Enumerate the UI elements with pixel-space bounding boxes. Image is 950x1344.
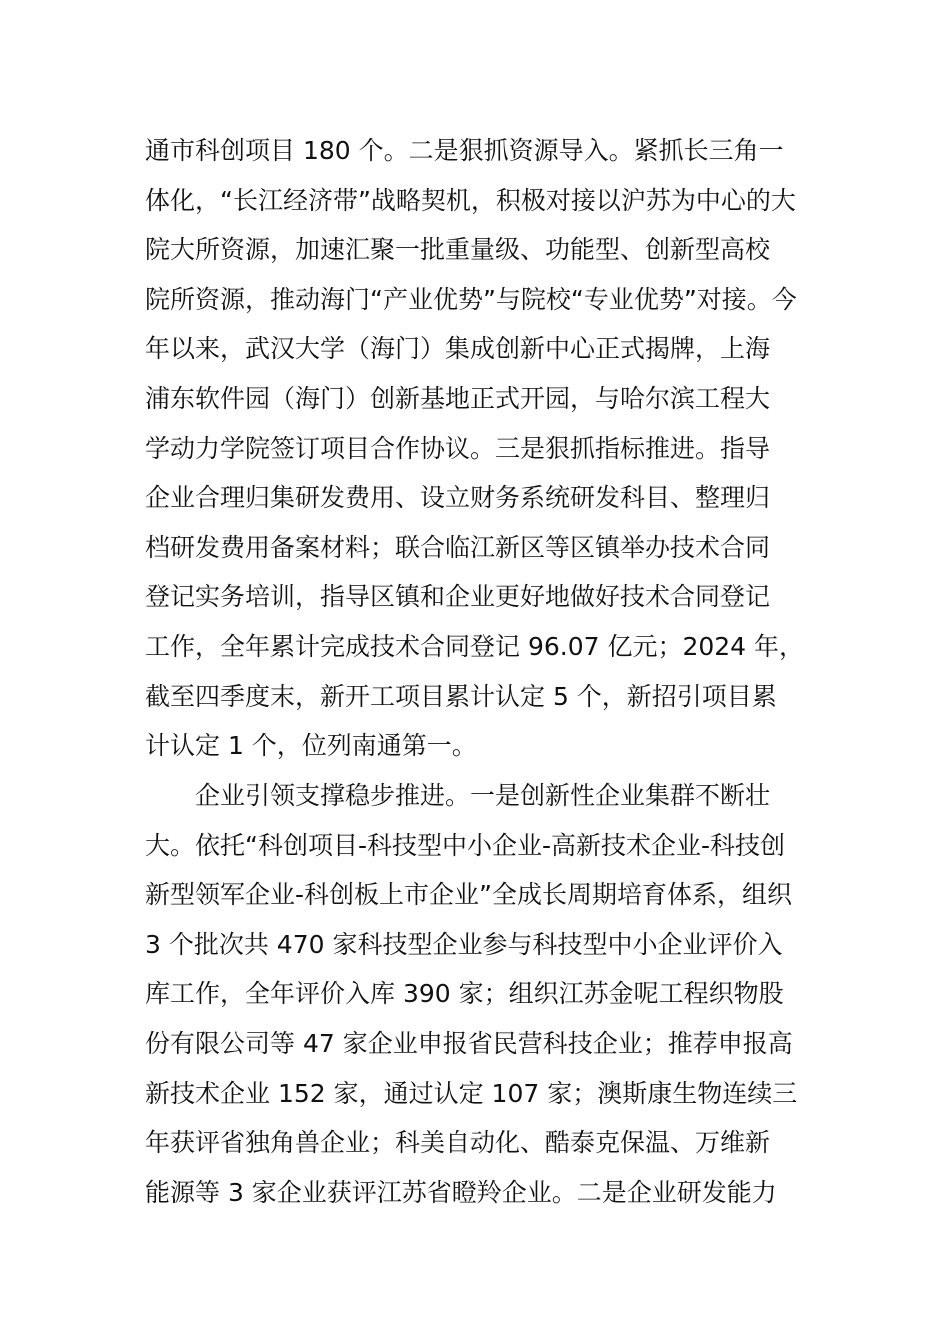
text-line: 年以来，武汉大学（海门）集成创新中心正式揭牌，上海	[145, 334, 771, 364]
text-line: 大。依托“科创项目-科技型中小企业-高新技术企业-科技创	[145, 830, 786, 860]
text-line: 工作，全年累计完成技术合同登记 96.07 亿元；2024 年，	[145, 631, 805, 661]
text-line: 浦东软件园（海门）创新基地正式开园，与哈尔滨工程大	[145, 383, 771, 413]
text-line: 计认定 1 个，位列南通第一。	[145, 731, 477, 761]
paragraph-1	[145, 126, 825, 771]
text-line: 院所资源，推动海门“产业优势”与院校“专业优势”对接。今	[145, 284, 797, 314]
text-line: 体化，“长江经济带”战略契机，积极对接以沪苏为中心的大	[145, 185, 796, 215]
text-line-first-indented: 企业引领支撑稳步推进。一是创新性企业集群不断壮	[195, 781, 771, 810]
text-line: 登记实务培训，指导区镇和企业更好地做好技术合同登记	[145, 582, 771, 612]
text-line: 库工作，全年评价入库 390 家；组织江苏金呢工程织物股	[145, 979, 784, 1009]
text-line: 新型领军企业-科创板上市企业”全成长周期培育体系，组织	[145, 880, 792, 910]
text-line: 年获评省独角兽企业；科美自动化、酷泰克保温、万维新	[145, 1128, 771, 1158]
paragraph-2	[145, 771, 825, 1217]
text-line: 院大所资源，加速汇聚一批重量级、功能型、创新型高校	[145, 235, 771, 265]
text-line: 通市科创项目 180 个。二是狠抓资源导入。紧抓长三角一	[145, 136, 784, 165]
text-line: 截至四季度末，新开工项目累计认定 5 个，新招引项目累	[145, 681, 777, 711]
text-line: 企业合理归集研发费用、设立财务系统研发科目、整理归	[145, 483, 771, 513]
text-line: 档研发费用备案材料；联合临江新区等区镇举办技术合同	[145, 532, 771, 562]
text-line: 新技术企业 152 家，通过认定 107 家；澳斯康生物连续三	[145, 1078, 798, 1108]
text-line: 学动力学院签订项目合作协议。三是狠抓指标推进。指导	[145, 433, 771, 463]
text-line: 份有限公司等 47 家企业申报省民营科技企业；推荐申报高	[145, 1028, 793, 1058]
text-line: 3 个批次共 470 家科技型企业参与科技型中小企业评价入	[145, 929, 783, 959]
text-line: 能源等 3 家企业获评江苏省瞪羚企业。二是企业研发能力	[145, 1177, 777, 1207]
